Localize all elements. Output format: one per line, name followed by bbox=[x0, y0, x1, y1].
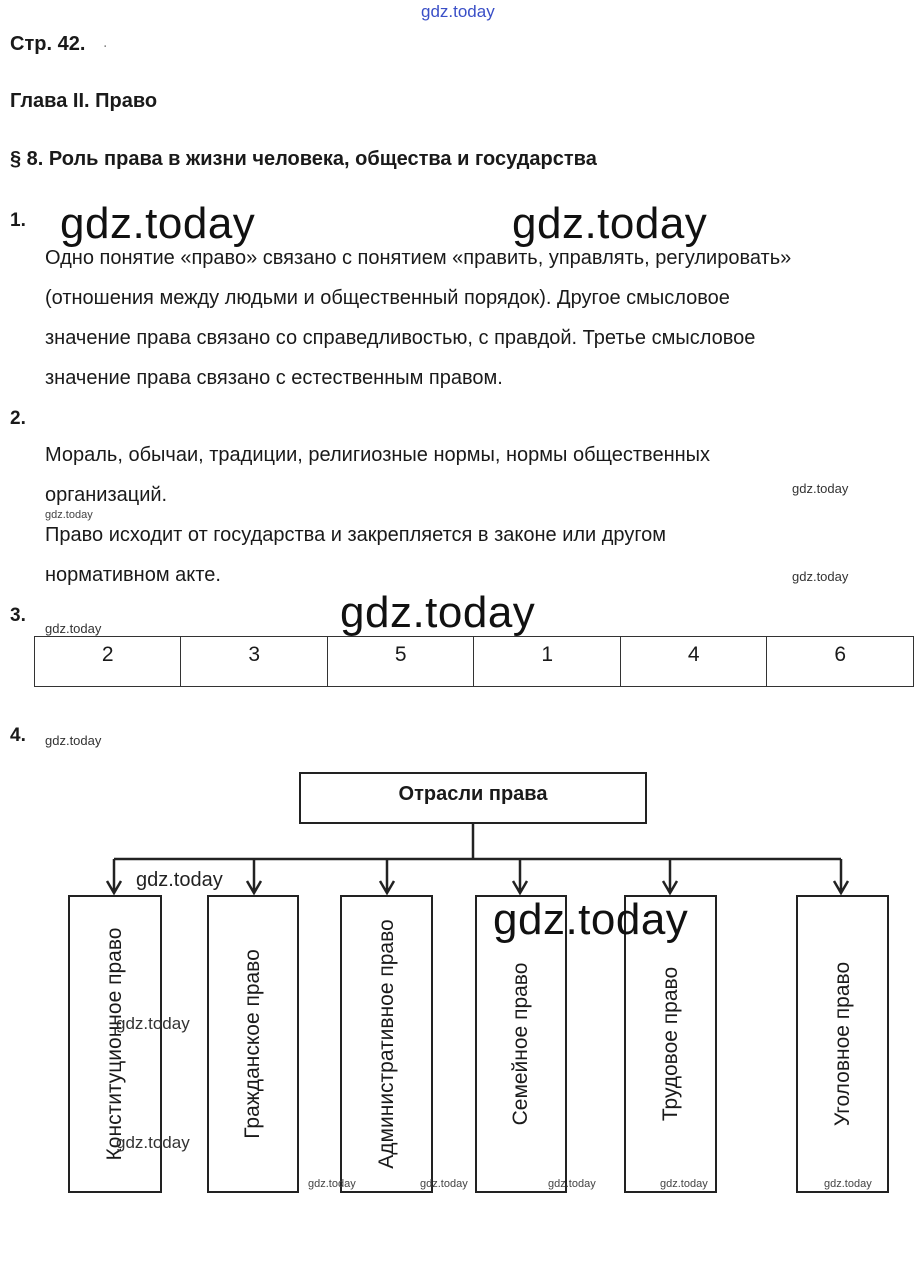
task-1-line: Одно понятие «право» связано с понятием «править, управлять, регулировать» bbox=[45, 247, 792, 269]
watermark-mid: gdz.today bbox=[116, 1014, 190, 1033]
answer-cell: 3 bbox=[181, 637, 327, 687]
watermark-tiny: gdz.today bbox=[420, 1178, 468, 1190]
watermark-tiny: gdz.today bbox=[660, 1178, 708, 1190]
watermark-tiny: gdz.today bbox=[548, 1178, 596, 1190]
task-2-line: нормативном акте. bbox=[45, 564, 221, 586]
branch-box bbox=[207, 895, 299, 1193]
arrow-4 bbox=[513, 859, 527, 893]
answer-cell: 4 bbox=[620, 637, 766, 687]
branch-label: Конституционное право bbox=[103, 927, 126, 1161]
task-2-line: организаций. bbox=[45, 484, 168, 506]
task-4-number: 4. bbox=[10, 725, 26, 746]
task-1-number: 1. bbox=[10, 210, 26, 231]
watermark-small: gdz.today bbox=[45, 621, 102, 636]
page-number: Стр. 42. bbox=[10, 33, 86, 55]
task-1-line: (отношения между людьми и общественный порядок). Другое смысловое bbox=[45, 287, 730, 309]
task-2-line: Право исходит от государства и закрепляется в законе или другом bbox=[45, 524, 667, 546]
watermark-large-2: gdz.today bbox=[512, 199, 708, 248]
watermark-top: gdz.today bbox=[421, 2, 495, 21]
answer-cell: 6 bbox=[767, 637, 914, 687]
watermark-tiny: gdz.today bbox=[308, 1178, 356, 1190]
branch-label: Гражданское право bbox=[241, 949, 264, 1139]
task-3-number: 3. bbox=[10, 605, 26, 626]
branch-box bbox=[796, 895, 889, 1193]
watermark-large-3: gdz.today bbox=[340, 588, 536, 637]
task-1-line: значение права связано с естественным правом. bbox=[45, 367, 503, 389]
branch-label: Административное право bbox=[374, 919, 398, 1169]
arrow-1 bbox=[107, 859, 121, 893]
section-title: § 8. Роль права в жизни человека, общества и государства bbox=[10, 148, 597, 170]
watermark-mid: gdz.today bbox=[116, 1133, 190, 1152]
watermark-large-4: gdz.today bbox=[493, 895, 689, 944]
branch-box bbox=[340, 895, 433, 1193]
watermark-mid: gdz.today bbox=[136, 869, 223, 891]
task-2-line: Мораль, обычаи, традиции, религиозные нормы, нормы общественных bbox=[45, 444, 711, 466]
arrow-6 bbox=[834, 859, 848, 893]
answer-cell: 5 bbox=[327, 637, 473, 687]
watermark-small: gdz.today bbox=[792, 569, 849, 584]
stray-dot: . bbox=[103, 34, 108, 51]
answer-cell: 1 bbox=[474, 637, 620, 687]
diagram-root-label: Отрасли права bbox=[398, 783, 548, 805]
watermark-large-1: gdz.today bbox=[60, 199, 256, 248]
arrow-5 bbox=[663, 859, 677, 893]
answer-cell: 2 bbox=[35, 637, 181, 687]
branch-label: Трудовое право bbox=[658, 966, 682, 1122]
chapter-title: Глава II. Право bbox=[10, 90, 158, 112]
watermark-tiny: gdz.today bbox=[45, 509, 93, 521]
task-2-number: 2. bbox=[10, 408, 26, 429]
arrow-2 bbox=[247, 859, 261, 893]
branch-label: Семейное право bbox=[509, 962, 532, 1126]
watermark-small: gdz.today bbox=[792, 481, 849, 496]
watermark-tiny: gdz.today bbox=[824, 1178, 872, 1190]
arrow-3 bbox=[380, 859, 394, 893]
task-1-line: значение права связано со справедливостью, с правдой. Третье смысловое bbox=[45, 327, 756, 349]
branch-label: Уголовное право bbox=[830, 961, 854, 1127]
watermark-small: gdz.today bbox=[45, 733, 102, 748]
